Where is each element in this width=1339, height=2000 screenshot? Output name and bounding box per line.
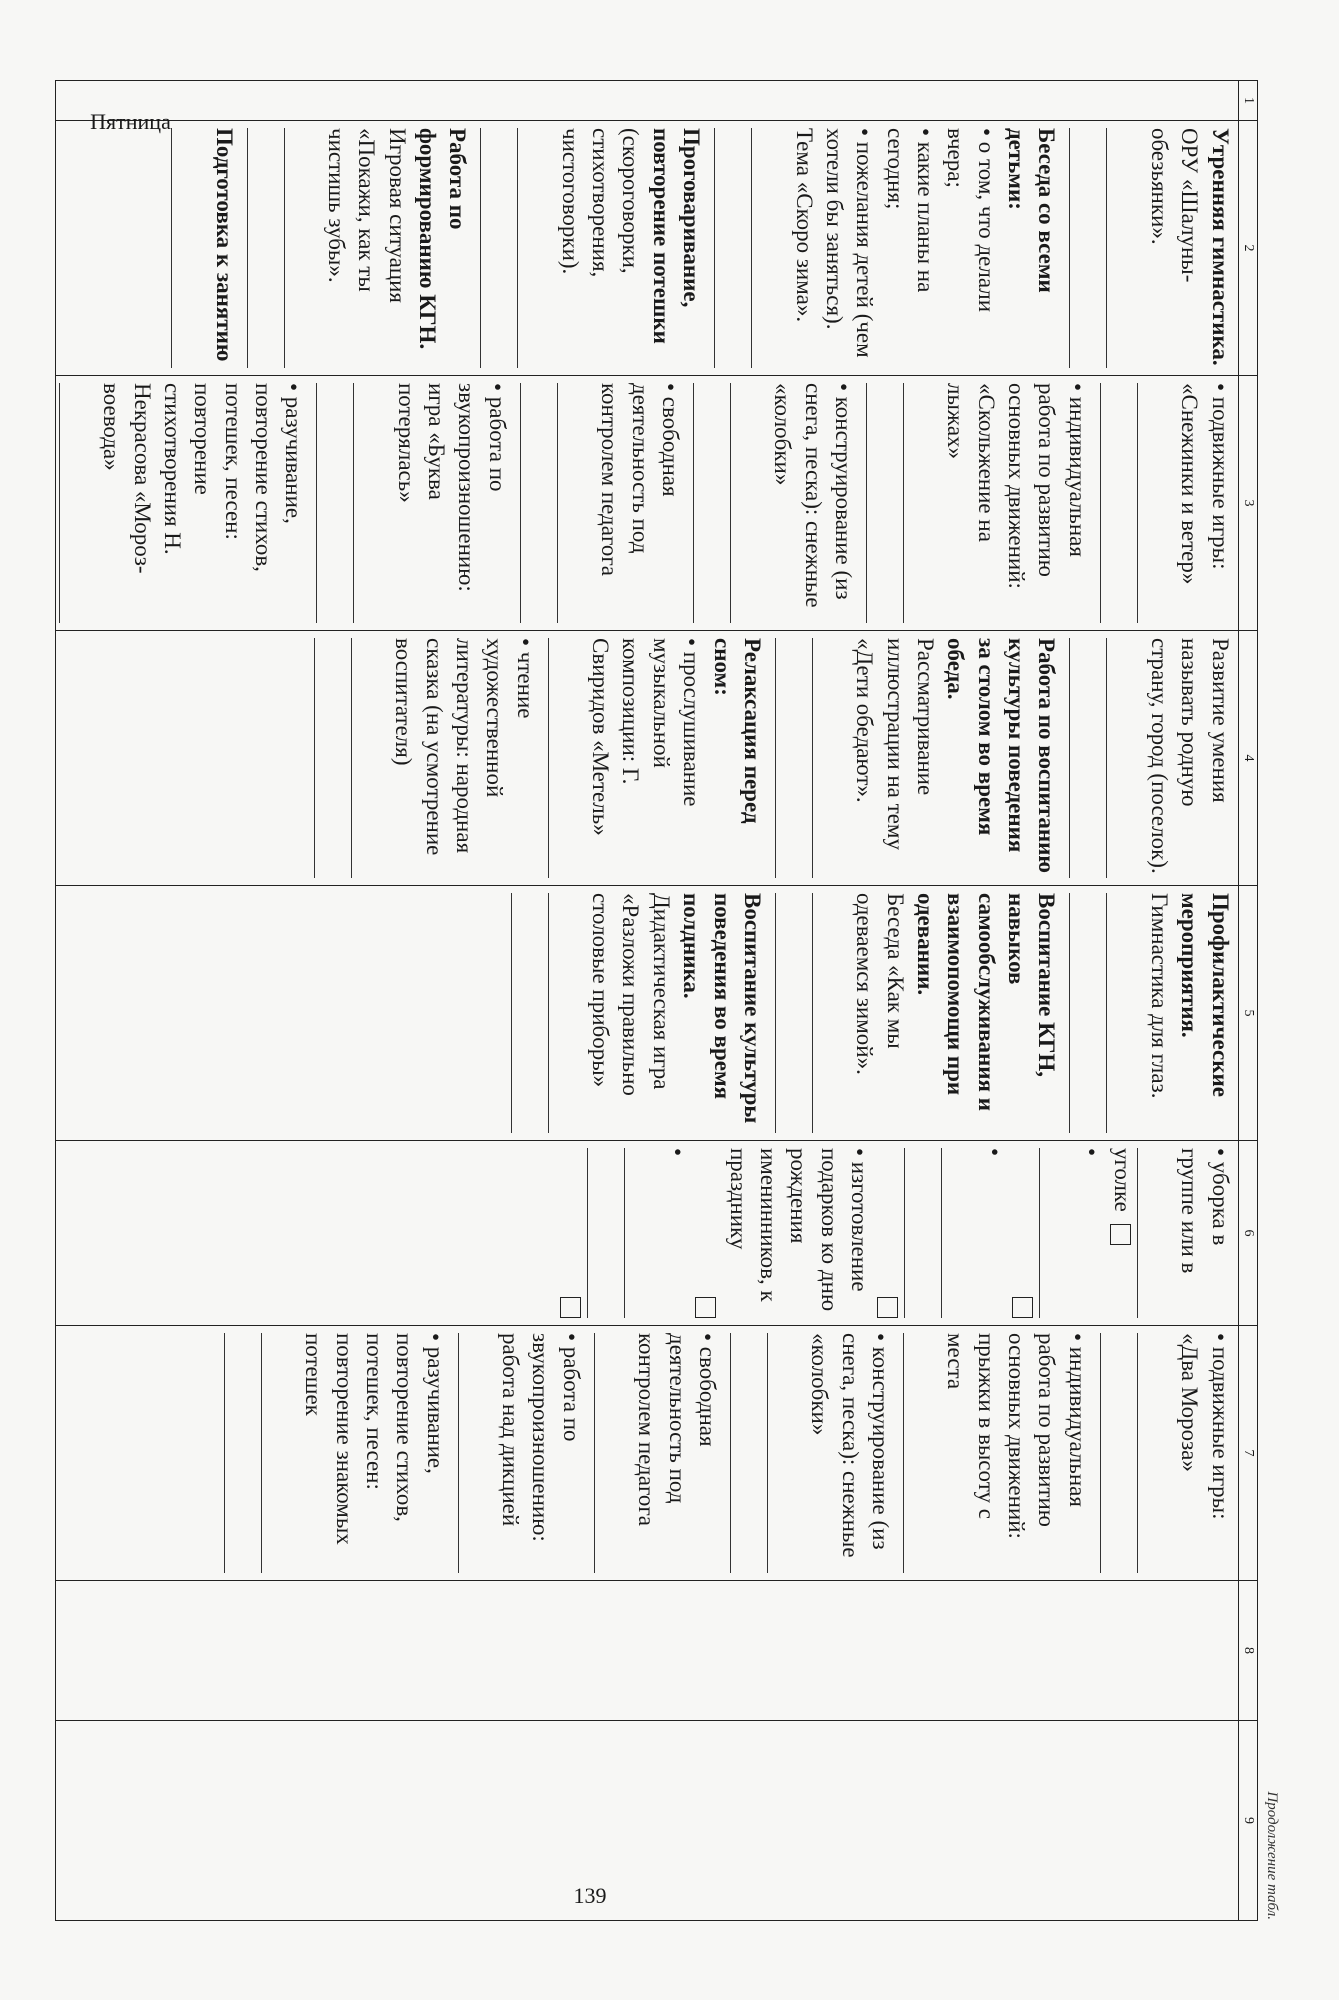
col-header-4: 4 — [1238, 631, 1257, 886]
col-header-6: 6 — [1238, 1141, 1257, 1326]
day-label: Пятница — [90, 108, 171, 134]
col6-cell — [55, 1141, 1238, 1326]
c6-item-1b: уголке — [1109, 1148, 1135, 1212]
rotated-page — [60, 80, 1280, 1920]
kgn-title: Работа по формированию КГН. — [415, 128, 471, 350]
col-header-3: 3 — [1238, 376, 1257, 631]
col-header-9: 9 — [1238, 1721, 1257, 1921]
page-number: 139 — [573, 1883, 607, 1908]
c3-item-3: • конструирование (из снега, песка): снежные «колобки» — [770, 383, 857, 608]
c6-item-1: • уборка в группе или в — [1177, 1148, 1233, 1274]
c7-item-1: • подвижные игры: «Два Мороза» — [1177, 1333, 1233, 1520]
col9-cell — [55, 1721, 1238, 1921]
kgn-text: Игровая ситуация «Покажи, как ты чистишь зубы». — [323, 128, 410, 304]
col5-cell — [55, 886, 1238, 1141]
c5-snack-text: Дидактическая игра «Разложи правильно столовые приборы» — [588, 893, 674, 1096]
c7-item-2: • индивидуальная работа по развитию основных движений: прыжки в высоту с места — [943, 1333, 1090, 1539]
c4-lunch-title: Работа по воспитанию культуры поведения за столом во время обеда. — [943, 638, 1060, 873]
col4-cell — [55, 631, 1238, 886]
col7-cell — [55, 1326, 1238, 1581]
c3-item-5: • работа по звукопроизношению: игра «Буква потерялась» — [393, 383, 510, 592]
c5-snack-title: Воспитание культуры поведения во время полдника. — [679, 893, 765, 1124]
c4-relax-title: Релаксация перед сном: — [709, 638, 765, 824]
talk-item-3: • пожелания детей (чем хотели бы заняться). — [821, 128, 878, 358]
morning-gym-title: Утренняя гимнастика. — [1207, 128, 1233, 366]
checkbox-4[interactable] — [695, 1297, 716, 1318]
rhyme-text: (скороговорки, стихотворения, чистоговорки). — [557, 128, 644, 278]
checkbox-3[interactable] — [877, 1297, 898, 1318]
c7-item-3: • конструирование (из снега, песка): снежные «колобки» — [807, 1333, 894, 1558]
c5-prevent-title: Профилактические мероприятия. — [1177, 893, 1233, 1097]
col-header-5: 5 — [1238, 886, 1257, 1141]
talk-title: Беседа со всеми детьми: — [1004, 128, 1060, 293]
col3-cell — [55, 376, 1238, 631]
talk-item-2: • какие планы на сегодня; — [882, 128, 939, 293]
checkbox-1[interactable] — [1110, 1224, 1131, 1245]
c5-prevent-text: Гимнастика для глаз. — [1146, 893, 1172, 1099]
col2-cell — [55, 121, 1238, 376]
schedule-table — [55, 80, 1258, 1921]
c4-reading-text: • чтение художественной литературы: народная сказка (на усмотрение воспитателя) — [391, 638, 538, 856]
continuation-note: Продолжение табл. — [1264, 1791, 1280, 1920]
c3-item-1: • подвижные игры: «Снежинки и ветер» — [1177, 383, 1233, 585]
morning-gym-text: ОРУ «Шалуны-обезьянки». — [1146, 128, 1203, 283]
rhyme-title: Проговаривание, повторение потешки — [648, 128, 705, 344]
checkbox-5[interactable] — [560, 1297, 581, 1318]
c4-relax-text: • прослушивание музыкальной композиции: Г. Свиридов «Метель» — [588, 638, 705, 836]
c6-item-4: • изготовление подарков ко дню рождения именинников, к празднику — [725, 1148, 873, 1312]
c4-lunch-text: Рассматривание иллюстрации на тему «Дети обедают». — [852, 638, 939, 850]
c7-item-5: • работа по звукопроизношению: работа над дикцией — [498, 1333, 584, 1542]
header-row — [1238, 81, 1257, 1921]
c6-item-2: • — [1079, 1148, 1105, 1157]
c6-item-5: • — [664, 1148, 690, 1157]
c5-dress-text: Беседа «Как мы одеваемся зимой». — [852, 893, 908, 1075]
c6-item-3: • — [981, 1148, 1007, 1157]
c3-item-4: • свободная деятельность под контролем педагога — [597, 383, 683, 576]
col-header-1: 1 — [1238, 81, 1257, 121]
checkbox-2[interactable] — [1012, 1297, 1033, 1318]
talk-item-4: Тема «Скоро зима». — [791, 128, 817, 323]
c3-item-2: • индивидуальная работа по развитию основных движений: «Скольжение на лыжах» — [943, 383, 1090, 589]
c3-item-6: • разучивание, повторение стихов, потешек, песен: повторение стихотворения Н. Некрасова «Мороз-воевода» — [99, 383, 307, 574]
prep-title: Подготовка к занятию — [211, 128, 237, 362]
content-row — [55, 81, 1238, 1921]
talk-item-1: • о том, что делали вчера; — [943, 128, 999, 313]
col-header-2: 2 — [1238, 121, 1257, 376]
c5-dress-title: Воспитание КГН, навыков самообслуживания и взаимопомощи при одевании. — [913, 893, 1060, 1111]
col-header-7: 7 — [1238, 1326, 1257, 1581]
col-header-8: 8 — [1238, 1581, 1257, 1721]
c4-text-1: Развитие умения называть родную страну, город (поселок). — [1146, 638, 1233, 874]
day-cell — [55, 81, 1238, 134]
col8-cell — [55, 1581, 1238, 1721]
c7-item-4: • свободная деятельность под контролем педагога — [634, 1333, 720, 1526]
c7-item-6: • разучивание, повторение стихов, потешек, песен: повторение знакомых потешек — [301, 1333, 448, 1545]
